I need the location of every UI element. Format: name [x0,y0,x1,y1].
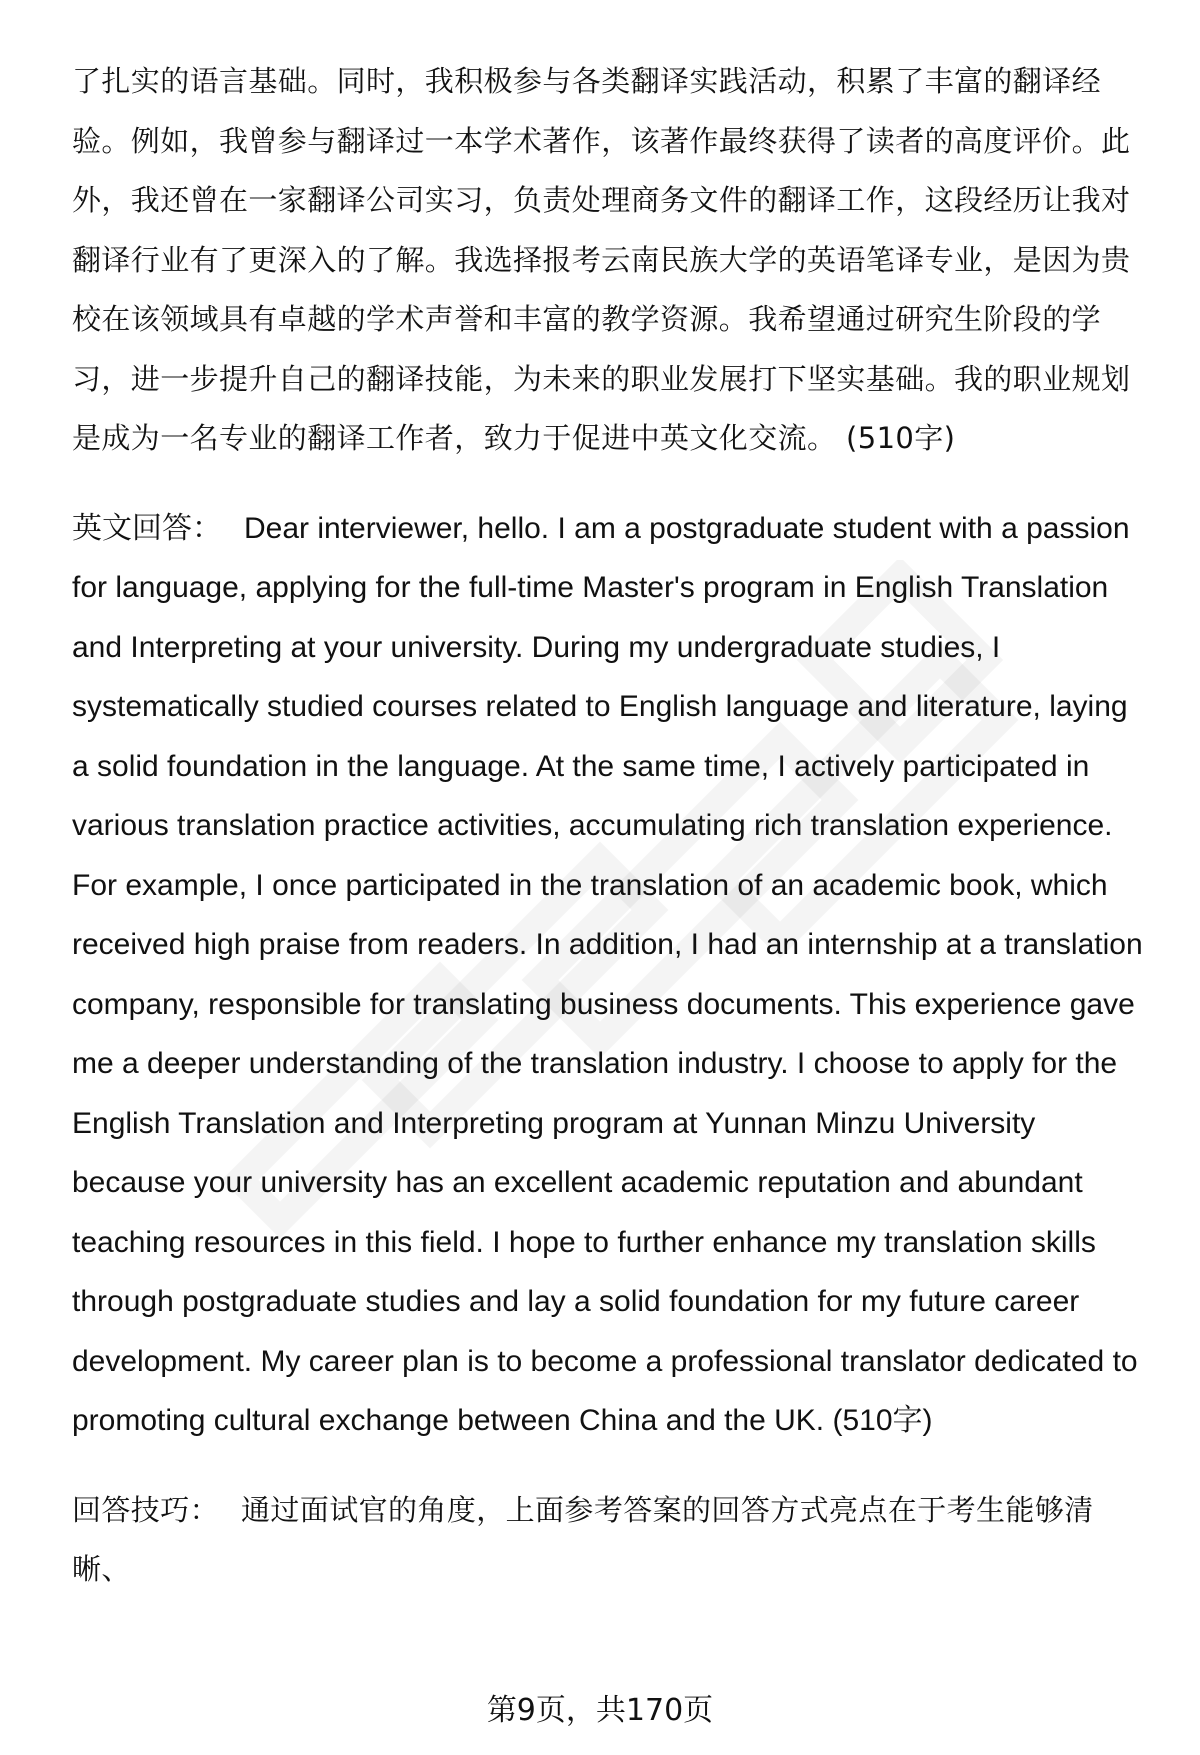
paragraph-gap [72,469,1152,499]
chinese-answer-continuation: 了扎实的语言基础。同时，我积极参与各类翻译实践活动，积累了丰富的翻译经验。例如，我曾参与翻译过一本学术著作，该著作最终获得了读者的高度评价。此外，我还曾在一家翻译公司实习，负责处理商务文件的翻译工作，这段经历让我对翻译行业有了更深入的了解。我选择报考云南民族大学的英语笔译专业，是因为贵校在该领域具有卓越的学术声誉和丰富的教学资源。我希望通过研究生阶段的学习，进一步提升自己的翻译技能，为未来的职业发展打下坚实基础。我的职业规划是成为一名专业的翻译工作者，致力于促进中英文化交流。 (510字) [72,64,1131,455]
document-body [72,52,1152,1600]
english-answer-label: 英文回答： [72,511,222,545]
english-answer-paragraph [72,499,1152,1451]
answer-tips-paragraph [72,1481,1152,1600]
answer-tips-text: 通过面试官的角度，上面参考答案的回答方式亮点在于考生能够清晰、 [72,1492,1094,1586]
page-number-footer: 第9页，共170页 [486,1693,714,1728]
answer-tips-label: 回答技巧： [72,1492,220,1527]
paragraph-gap [72,1451,1152,1481]
english-answer-text: Dear interviewer, hello. I am a postgraduate student with a passion for language, applying for the full-time Master's program in English Translation and Interpreting at your university. During my undergraduate studies, I systematically studied courses related to English language and literature, laying a solid foundation in the language. At the same time, I actively participated in various translation practice activities, accumulating rich translation experience. For example, I once participated in the translation of an academic book, which received high praise from readers. In addition, I had an internship at a translation company, responsible for translating business documents. This experience gave me a deeper understanding of the translation industry. I choose to apply for the English Translation and Interpreting program at Yunnan Minzu University because your university has an excellent academic reputation and abundant teaching resources in this field. I hope to further enhance my translation skills through postgraduate studies and lay a solid foundation for my future career development. My career plan is to become a professional translator dedicated to promoting cultural exchange between China and the UK. (510字) [72,511,1143,1437]
